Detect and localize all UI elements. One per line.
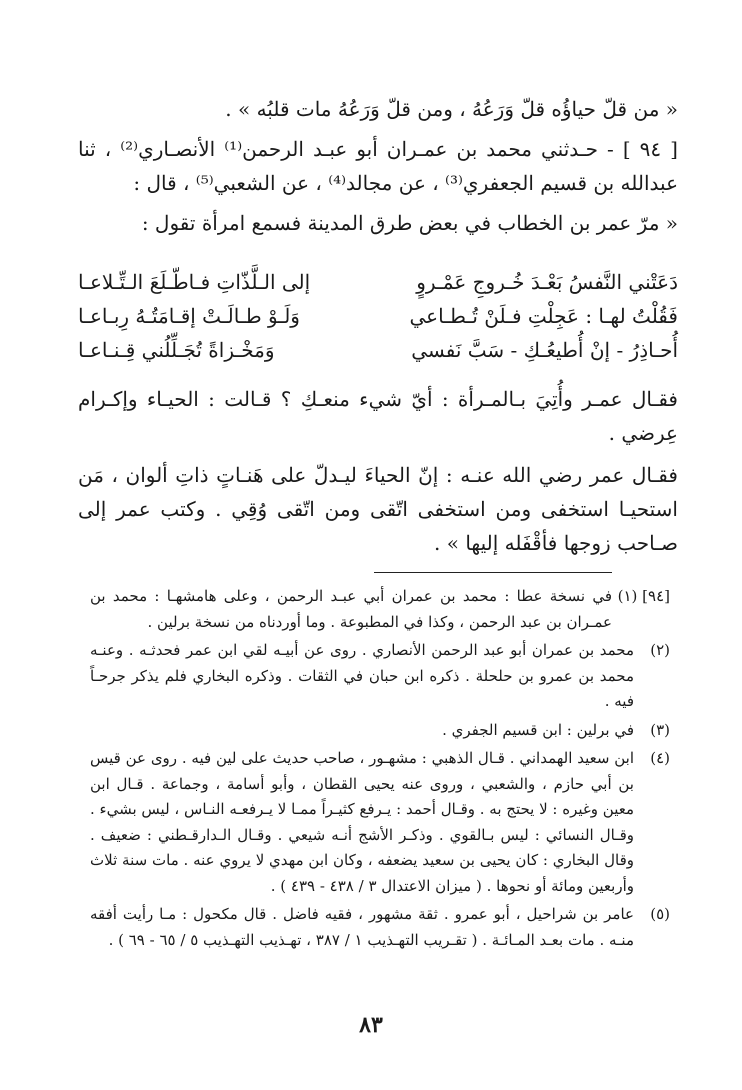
footnote-number: (٥) xyxy=(650,905,670,923)
footnote-number: (٣) xyxy=(650,720,670,739)
verse-first-hemistich: فَقُلْتُ لهـا : عَجِلْتِ فـلَنْ تُـطـاعي xyxy=(409,304,678,328)
footnote-number: (٢) xyxy=(650,641,670,659)
verse-line xyxy=(78,270,678,304)
verse-line xyxy=(78,304,678,338)
paragraph-2: [ ٩٤ ] - حـدثني محمد بن عمـران أبو عبـد الرحمن⁽¹⁾ الأنصـاري⁽²⁾ ، ثنا عبدالله بن قسيم الجعفري⁽³⁾ ، عن مجالد⁽⁴⁾ ، عن الشعبي⁽⁵⁾ ، قال : xyxy=(78,137,678,195)
paragraph-4: فقـال عمـر وأُتِيَ بـالمـرأة : أيّ شيء منعـكِ ؟ قـالت : الحيـاء وإكـرام عِرضي . xyxy=(78,387,678,445)
paragraph-1: « من قلّ حياؤُه قلّ وَرَعُهُ ، ومن قلّ وَرَعُهُ مات قلبُه » . xyxy=(225,97,678,121)
verse-second-hemistich: وَمَخْـزاةً تُجَـلِّلُني قِـنـاعـا xyxy=(78,338,275,362)
main-text-bottom xyxy=(78,382,678,560)
verse-first-hemistich: أُحـاذِرُ - إنْ أُطيعُـكِ - سَبَّ نَفسي xyxy=(411,338,678,362)
verse-line xyxy=(78,338,678,372)
footnote xyxy=(90,746,670,899)
verse-first-hemistich: دَعَتْني النَّفسُ بَعْـدَ خُـروجِ عَمْـروٍ xyxy=(416,270,678,294)
footnote-separator xyxy=(374,572,612,573)
page-number: ٨٣ xyxy=(359,1012,383,1038)
footnote xyxy=(90,584,670,635)
footnote-number: (٤) xyxy=(650,749,670,767)
main-text-top xyxy=(78,92,678,240)
footnote-text: في نسخة عطا : محمد بن عمران أبي عبـد الرحمن ، وعلى هامشهـا : محمد بن عمـران بن عبد الرحمن ، وكذا في المطبوعة . وما أوردناه من نسخة برلين . xyxy=(90,587,612,631)
paragraph-5: فقـال عمر رضي الله عنـه : إنّ الحياءَ ليـدلّ على هَنـاتٍ ذاتِ ألوان ، مَن استحيـا استخفى ومن استخفى اتّقى ومن اتّقى وُقِي . وكتب عمر إلى صـاحب زوجها فأقْفَله إليها » . xyxy=(78,463,678,555)
footnote-text: في برلين : ابن قسيم الجفري . xyxy=(442,720,634,739)
footnote xyxy=(90,638,670,715)
footnote-text: ابن سعيد الهمداني . قـال الذهبي : مشهـور ، صاحب حديث على لين فيه . روى عن قيس بن أبي حازم ، والشعبي ، وروى عنه يحيى القطان ، وأبو أسامة ، وجماعة . قـال ابن معين وغيره : لا يحتج به . وقـال أحمد : يـرفع كثيـراً ممـا لا يـرفعـه النـاس ، ليس بشيء . وقـال النسائي : ليس بـالقوي . وذكـر الأشج أنـه شيعي . وقـال الـدارقـطني : ضعيف . وقال البخاري : كان يحيى بن سعيد يضعفه ، وكان ابن مهدي لا يروي عنه . مات سنة ثلاث وأربعين ومائة أو نحوها . ( ميزان الاعتدال ٣ / ٤٣٨ - ٤٣٩ ) . xyxy=(90,749,634,895)
paragraph-3: « مرّ عمر بن الخطاب في بعض طرق المدينة فسمع امرأة تقول : xyxy=(141,211,678,235)
footnote-text: محمد بن عمران أبو عبد الرحمن الأنصاري . روى عن أبيـه لقي ابن عمر فحدثـه . وعنـه محمد بن عمرو بن حلحلة . ذكره ابن حبان في الثقات . وذكره البخاري فلم يذكر جرحـاً فيه . xyxy=(90,641,634,710)
footnotes xyxy=(90,584,670,956)
verse-second-hemistich: إلى الـلَّذّاتِ فـاطّـلَعَ الـتِّـلاعـا xyxy=(78,270,311,294)
verse-second-hemistich: وَلَـوْ طـالَـتْ إقـامَتُـهُ رِبـاعـا xyxy=(78,304,300,328)
footnote-number: [٩٤] (١) xyxy=(617,587,670,605)
footnote xyxy=(90,718,670,744)
footnote xyxy=(90,902,670,953)
footnote-text: عامر بن شراحيل ، أبو عمرو . ثقة مشهور ، فقيه فاضل . قال مكحول : مـا رأيت أفقه منـه . مات بعـد المـائـة . ( تقـريب التهـذيب ١ / ٣٨٧ ، تهـذيب التهـذيب ٥ / ٦٥ - ٦٩ ) . xyxy=(90,905,634,949)
